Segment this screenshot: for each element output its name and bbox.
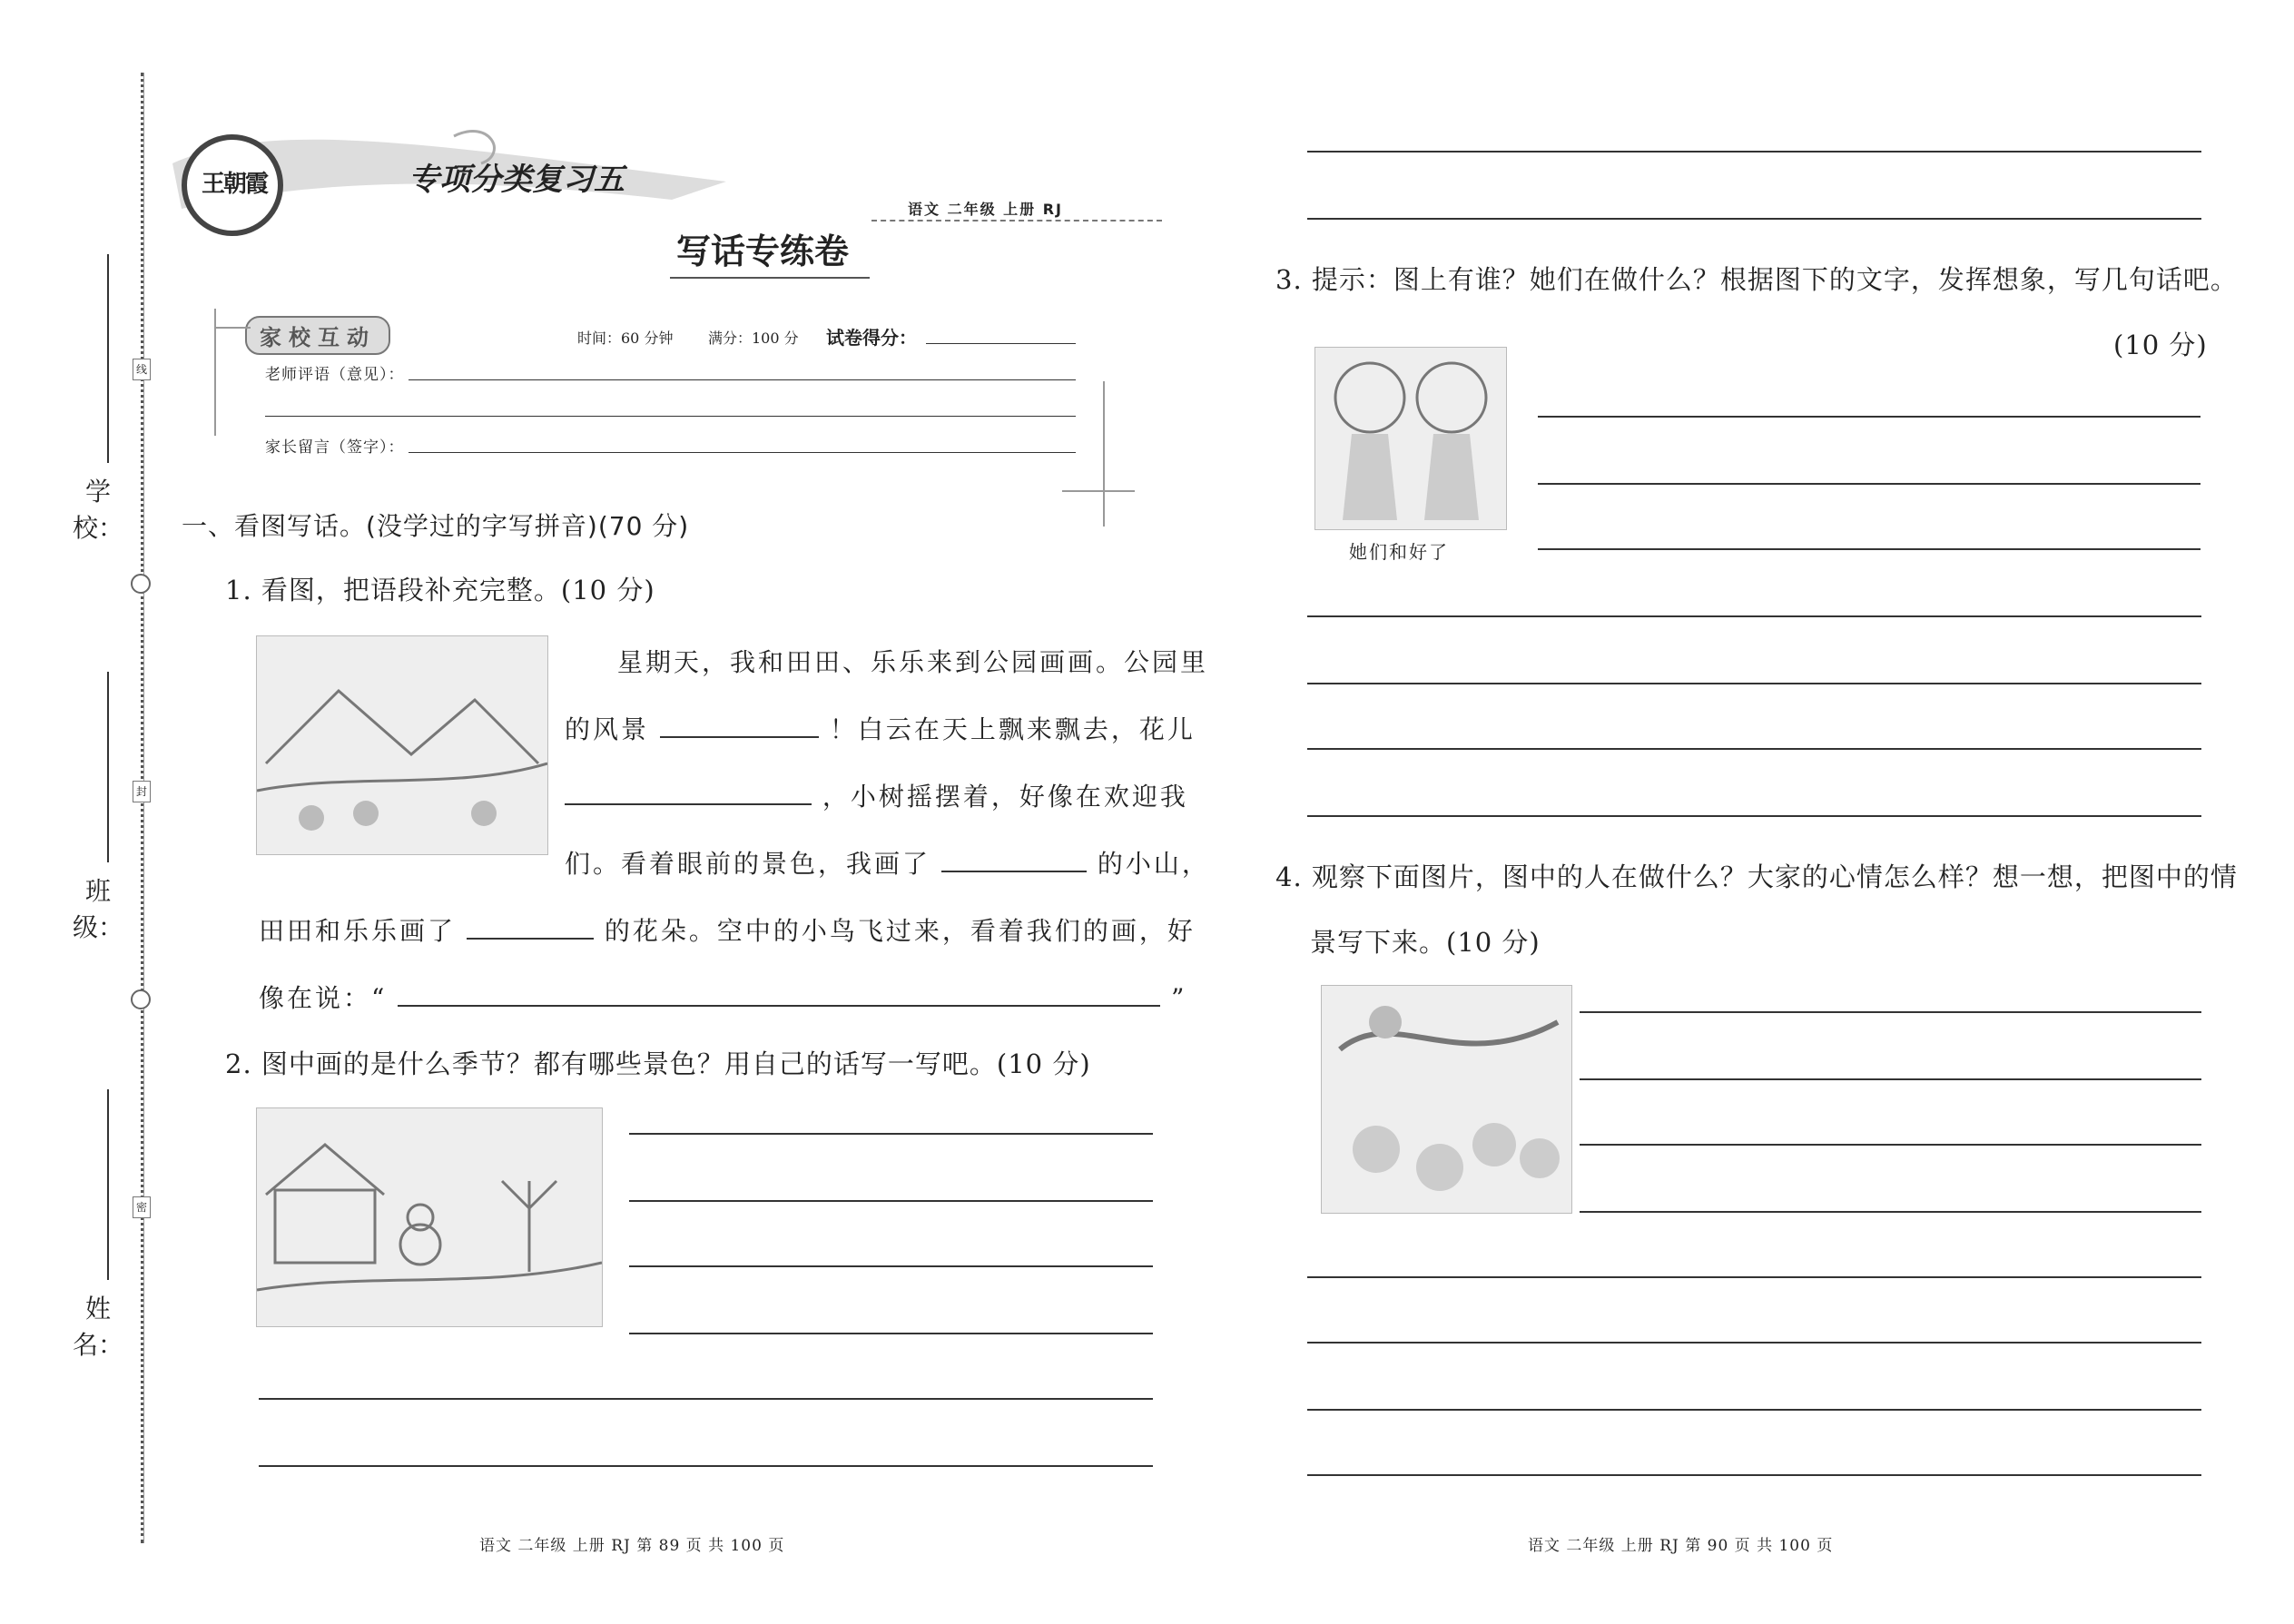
brand-logo-text: 王朝霞	[202, 171, 268, 198]
q2-writing-line-2[interactable]	[629, 1200, 1153, 1202]
q2-continued-line-2[interactable]	[1307, 218, 2201, 220]
class-field[interactable]	[107, 672, 109, 862]
q1-para-line-3	[565, 777, 1188, 813]
q1-text: 的风景	[565, 714, 650, 744]
q4-writing-line-5[interactable]	[1307, 1276, 2201, 1278]
full-marks-label: 满分：100 分	[708, 330, 799, 347]
score-label: 试卷得分：	[826, 327, 917, 349]
q3-prompt: 3. 提示：图上有谁？她们在做什么？根据图下的文字，发挥想象，写几句话吧。	[1275, 264, 2238, 295]
parent-comment-field[interactable]	[409, 452, 1076, 453]
school-label: 学校：	[72, 477, 123, 543]
q2-writing-line-5[interactable]	[259, 1398, 1153, 1400]
cut-mark-feng: 封	[133, 781, 151, 802]
q1-blank-flowers-2[interactable]	[467, 914, 594, 940]
q1-text: ”	[1171, 983, 1187, 1013]
q3-writing-line-2[interactable]	[1538, 483, 2200, 485]
q3-writing-line-1[interactable]	[1538, 416, 2200, 418]
binding-hole	[131, 574, 151, 594]
q1-text: 们。看着眼前的景色，我画了	[565, 849, 931, 879]
q1-text: 田田和乐乐画了	[259, 916, 457, 946]
margin-rule	[143, 73, 144, 1543]
time-label: 时间：60 分钟	[577, 330, 674, 347]
series-title: 专项分类复习五	[409, 162, 625, 198]
worksheet-title: 写话专练卷	[676, 231, 850, 271]
q3-writing-line-6[interactable]	[1307, 748, 2201, 750]
q1-text: ，小树摇摆着，好像在欢迎我	[822, 782, 1188, 812]
q4-writing-line-4[interactable]	[1580, 1211, 2201, 1213]
header-dash	[871, 220, 1162, 221]
q2-prompt: 2. 图中画的是什么季节？都有哪些景色？用自己的话写一写吧。(10 分)	[225, 1048, 1091, 1079]
q1-para-line-4	[565, 844, 1210, 881]
q2-writing-line-4[interactable]	[629, 1333, 1153, 1334]
footer-right-page-number: 语文 二年级 上册 RJ 第 90 页 共 100 页	[1528, 1537, 1834, 1555]
header-meta: 语文 二年级 上册 RJ	[908, 201, 1063, 218]
banner-frame-top	[214, 327, 251, 329]
school-field[interactable]	[107, 254, 109, 463]
q1-blank-bird-says[interactable]	[398, 981, 1160, 1007]
q4-writing-line-1[interactable]	[1580, 1011, 2201, 1013]
banner-frame-bottom	[1062, 490, 1135, 492]
q2-writing-line-3[interactable]	[629, 1265, 1153, 1267]
title-underline	[670, 277, 870, 279]
q4-writing-line-2[interactable]	[1580, 1078, 2201, 1080]
name-label: 姓名：	[72, 1294, 123, 1360]
q2-winter-scene-image	[256, 1107, 603, 1327]
parent-comment-label: 家长留言（签字）：	[265, 438, 405, 457]
q1-blank-mountain[interactable]	[941, 847, 1087, 872]
banner-frame-right	[1103, 381, 1105, 527]
name-field[interactable]	[107, 1089, 109, 1280]
q2-writing-line-6[interactable]	[259, 1465, 1153, 1467]
q3-score: (10 分)	[2113, 330, 2208, 360]
brand-logo	[182, 134, 283, 236]
cut-mark-mi: 密	[133, 1196, 151, 1218]
q4-prompt-line-1: 4. 观察下面图片，图中的人在做什么？大家的心情怎么样？想一想，把图中的情	[1275, 861, 2238, 892]
q4-dragon-dance-image	[1321, 985, 1572, 1214]
score-field[interactable]	[926, 343, 1076, 344]
section-1-title: 一、看图写话。(没学过的字写拼音)(70 分)	[182, 511, 690, 541]
q3-writing-line-5[interactable]	[1307, 683, 2201, 684]
q1-para-line-2	[565, 710, 1196, 746]
q1-prompt: 1. 看图，把语段补充完整。(10 分)	[225, 575, 655, 605]
home-school-banner: 家校互动	[245, 316, 390, 355]
q4-writing-line-7[interactable]	[1307, 1409, 2201, 1411]
q1-para-line-1: 星期天，我和田田、乐乐来到公园画画。公园里	[617, 647, 1209, 677]
q1-text: 的花朵。空中的小鸟飞过来，看着我们的画，好	[604, 916, 1196, 946]
q4-writing-line-3[interactable]	[1580, 1144, 2201, 1146]
q1-park-drawing-image	[256, 635, 548, 855]
q2-writing-line-1[interactable]	[629, 1133, 1153, 1135]
q1-text: 像在说：“	[259, 983, 388, 1013]
q3-writing-line-3[interactable]	[1538, 548, 2200, 550]
footer-left-page-number: 语文 二年级 上册 RJ 第 89 页 共 100 页	[479, 1537, 785, 1555]
q1-blank-scenery[interactable]	[660, 713, 819, 738]
q4-writing-line-8[interactable]	[1307, 1474, 2201, 1476]
q3-writing-line-7[interactable]	[1307, 815, 2201, 817]
teacher-comment-field[interactable]	[409, 379, 1076, 380]
q1-blank-flowers[interactable]	[565, 780, 812, 805]
teacher-comment-field-2[interactable]	[265, 416, 1076, 417]
q3-girls-image	[1314, 347, 1507, 530]
q3-caption: 她们和好了	[1349, 541, 1449, 563]
q1-text: 的小山，	[1097, 849, 1210, 879]
q4-writing-line-6[interactable]	[1307, 1342, 2201, 1343]
q2-continued-line-1[interactable]	[1307, 151, 2201, 153]
q3-writing-line-4[interactable]	[1307, 615, 2201, 617]
teacher-comment-label: 老师评语（意见）：	[265, 366, 405, 384]
cut-mark-xian: 线	[133, 359, 151, 380]
q1-para-line-5	[259, 911, 1196, 948]
class-label: 班级：	[72, 876, 123, 942]
q4-prompt-line-2: 景写下来。(10 分)	[1310, 927, 1541, 958]
q1-para-line-6	[259, 979, 1186, 1015]
q1-text: ！白云在天上飘来飘去，花儿	[829, 714, 1196, 744]
binding-hole	[131, 989, 151, 1009]
